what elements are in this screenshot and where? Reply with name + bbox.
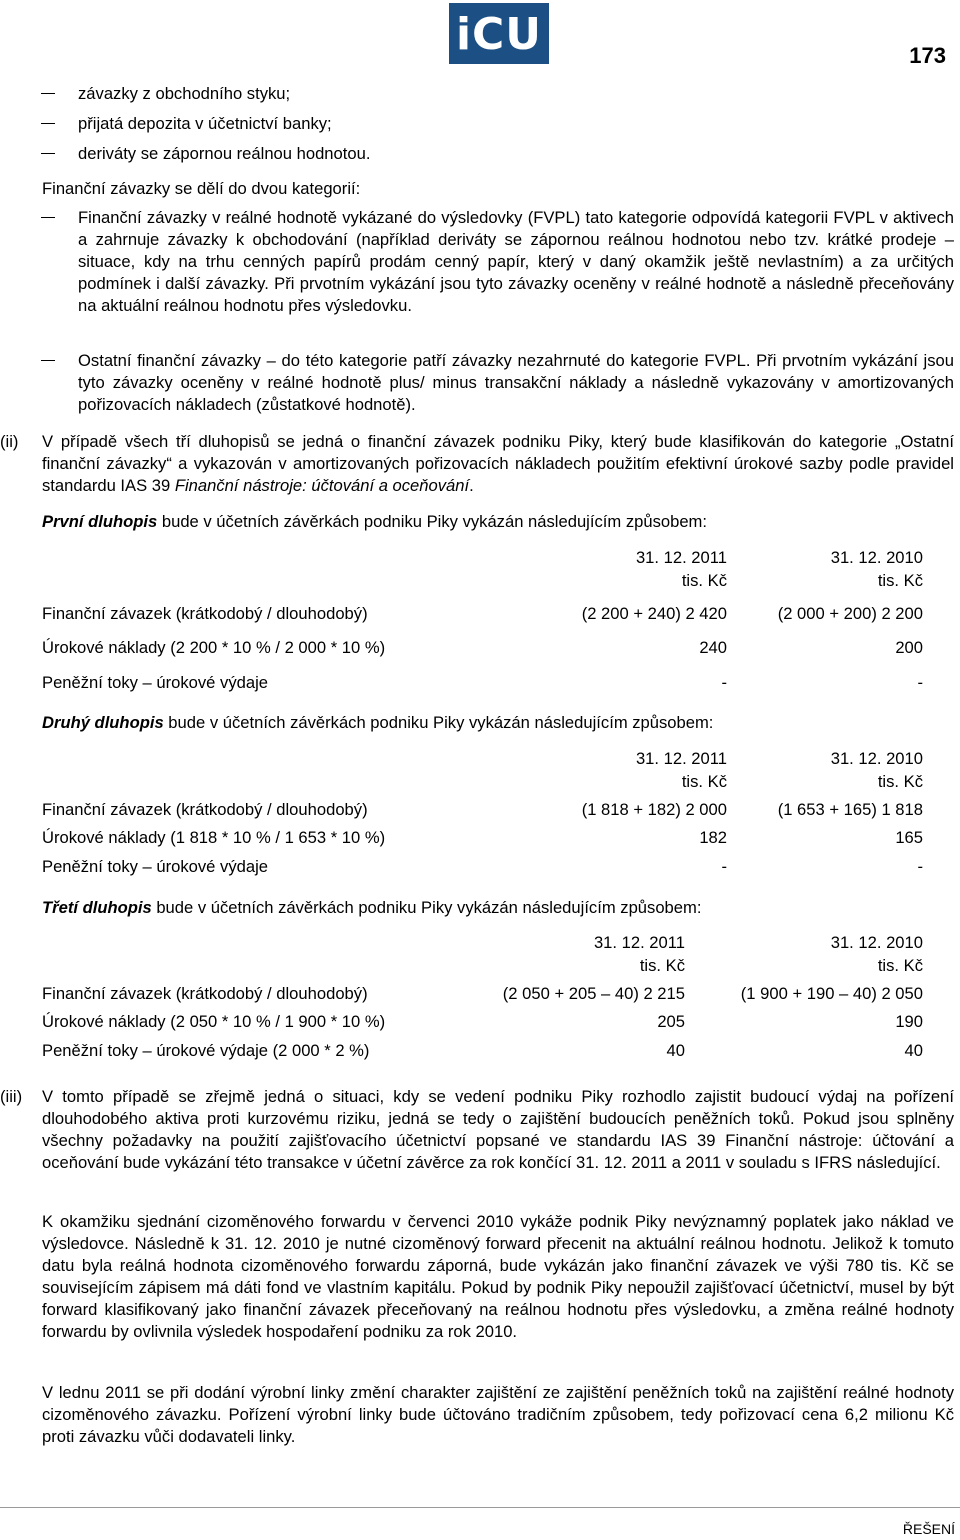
list-item: závazky z obchodního styku; <box>78 83 954 105</box>
section-marker-ii: (ii) <box>0 432 19 451</box>
list-item: přijatá depozita v účetnictví banky; <box>78 113 954 135</box>
dash-icon <box>41 360 55 361</box>
table-header-col1: 31. 12. 2011 tis. Kč <box>635 548 727 590</box>
bond-intro-1: První dluhopis bude v účetních závěrkách podniku Piky vykázán následujícím způsobem: <box>42 512 707 531</box>
table-row: Peněžní toky – úrokové výdaje (2 000 * 2 %) 40 40 <box>42 1041 923 1060</box>
page-number: 173 <box>909 43 946 68</box>
table-row: Peněžní toky – úrokové výdaje - - <box>42 673 923 692</box>
table-header-col2: 31. 12. 2010 tis. Kč <box>830 749 923 791</box>
bond-title: Druhý dluhopis <box>42 713 164 732</box>
logo-text: iCU <box>455 9 543 60</box>
paragraph: K okamžiku sjednání cizoměnového forwardu v červenci 2010 vykáže podnik Piky nevýznamný poplatek jako náklad ve výsledovce. Následně k 31. 12. 2010 je nutné cizoměnový forward přecenit na aktuální reálnou hodnotu. Jelikož k tomuto datu byla reálná hodnota cizoměnového forwardu záporná, bude vykázán jako finanční závazek ve výši 780 tis. Kč se souvisejícím zápisem má dáti fond ve vlastním kapitálu. Pokud by podnik Piky nepoužil zajišťovací účetnictví, musel by být forward klasifikovaný jako finanční závazek přeceňovaný na reálnou hodnotu přes výsledovku, a změna reálné hodnoty forwardu by ovlivnila výsledek hospodaření podniku za rok 2010. <box>42 1212 954 1341</box>
table-row: Finanční závazek (krátkodobý / dlouhodobý) (2 200 + 240) 2 420 (2 000 + 200) 2 200 <box>42 604 923 623</box>
dash-icon <box>41 217 55 218</box>
table-header-col2: 31. 12. 2010 tis. Kč <box>830 933 923 975</box>
list-item: deriváty se zápornou reálnou hodnotou. <box>78 143 954 165</box>
table-header-col1: 31. 12. 2011 tis. Kč <box>593 933 685 975</box>
paragraph: V tomto případě se zřejmě jedná o situaci, kdy se vedení podniku Piky rozhodlo zajistit budoucí výdaj na pořízení dlouhodobého aktiva proti kurzovému riziku, jedná se tedy o zajištění budoucích peněžních toků. Pokud jsou splněny všechny požadavky na použití zajišťovacího účetnictví popsané ve standardu IAS 39 Finanční nástroje: účtování a oceňování bude vykázání této transakce v účetní závěrce za rok končící 31. 12. 2011 a 2011 v souladu s IFRS následující. <box>42 1087 954 1172</box>
table-row: Úrokové náklady (1 818 * 10 % / 1 653 * 10 %) 182 165 <box>42 828 923 847</box>
categories-intro: Finanční závazky se dělí do dvou kategorií: <box>42 179 361 198</box>
table-header-col2: 31. 12. 2010 tis. Kč <box>830 548 923 590</box>
bond-title: Třetí dluhopis <box>42 898 152 917</box>
standard-title: Finanční nástroje: účtování a oceňování <box>174 476 470 495</box>
category-item-other: Ostatní finanční závazky – do této kategorie patří závazky nezahrnuté do kategorie FVPL. Při prvotním vykázání jsou tyto závazky oceněny v reálné hodnotě plus/ minus transakční náklady a následně vykazovány v amortizovaných pořizovacích nákladech (zůstatkové hodnotě). <box>78 350 954 416</box>
table-row: Úrokové náklady (2 050 * 10 % / 1 900 * 10 %) 205 190 <box>42 1012 923 1031</box>
section-marker-iii: (iii) <box>0 1087 23 1106</box>
paragraph: V lednu 2011 se při dodání výrobní linky změní charakter zajištění ze zajištění peněžních toků na zajištění reálné hodnoty cizoměnového závazku. Pořízení výrobní linky bude účtováno tradičním způsobem, tedy pořizovací cena 6,2 milionu Kč proti závazku vůči dodavateli linky. <box>42 1383 954 1446</box>
bond-title: První dluhopis <box>42 512 158 531</box>
dash-icon <box>41 123 55 124</box>
icu-logo <box>449 3 549 64</box>
footer-label: ŘEŠENÍ <box>902 1521 955 1537</box>
section-ii-text: V případě všech tří dluhopisů se jedná o finanční závazek podniku Piky, který bude klasifikován do kategorie „Ostatní finanční závazky“ a vykazován v amortizovaných pořizovacích nákladech použitím efektivní úrokové sazby podle pravidel standardu IAS 39 Finanční nástroje: účtování a oceňování. <box>42 432 954 495</box>
table-row: Peněžní toky – úrokové výdaje - - <box>42 857 923 876</box>
bond-intro-2: Druhý dluhopis bude v účetních závěrkách podniku Piky vykázán následujícím způsobem: <box>42 713 714 732</box>
bond-intro-3: Třetí dluhopis bude v účetních závěrkách podniku Piky vykázán následujícím způsobem: <box>42 898 702 917</box>
dash-icon <box>41 153 55 154</box>
category-item-fvpl: Finanční závazky v reálné hodnotě vykázané do výsledovky (FVPL) tato kategorie odpovídá kategorii FVPL v aktivech a zahrnuje závazky k obchodování (například deriváty se zápornou reálnou hodnotou nebo tzv. krátké prodeje – situace, kdy na trhu cenných papírů prodám cenný papír, který v daný okamžik ještě nevlastním) a za určitých podmínek i další závazky. Při prvotním vykázání jsou tyto závazky oceněny v reálné hodnotě a následně přeceňovány na aktuální reálnou hodnotu přes výsledovku. <box>78 207 954 317</box>
table-row: Úrokové náklady (2 200 * 10 % / 2 000 * 10 %) 240 200 <box>42 638 923 657</box>
table-header-col1: 31. 12. 2011 tis. Kč <box>635 749 727 791</box>
table-row: Finanční závazek (krátkodobý / dlouhodobý) (1 818 + 182) 2 000 (1 653 + 165) 1 818 <box>42 800 923 819</box>
footer <box>0 1507 960 1537</box>
dash-icon <box>41 93 55 94</box>
table-row: Finanční závazek (krátkodobý / dlouhodobý) (2 050 + 205 – 40) 2 215 (1 900 + 190 – 40) 2 050 <box>42 984 923 1003</box>
